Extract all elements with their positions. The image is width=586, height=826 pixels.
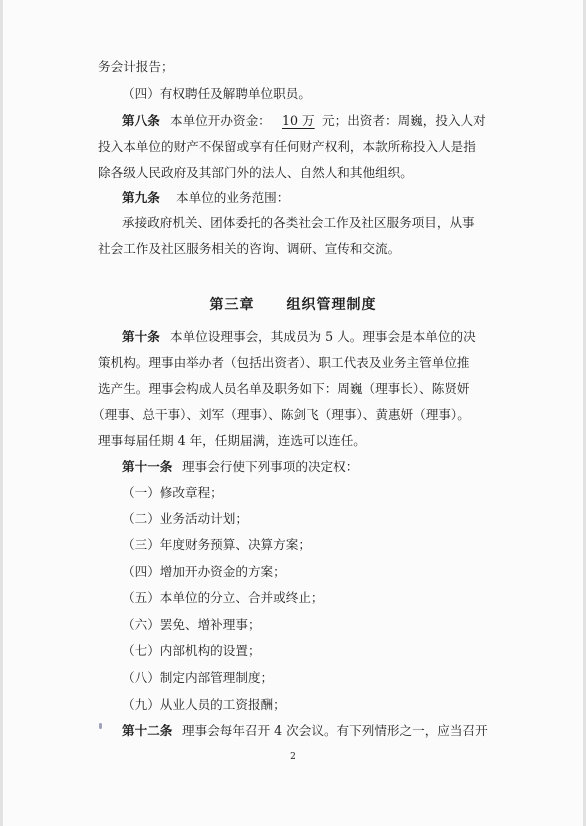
text-line (0, 58, 586, 76)
text-line (0, 380, 586, 398)
page-number: 2 (290, 752, 296, 762)
text-fragment: 选产生。理事会构成人员名单及职务如下：周巍（理事长）、陈贤妍 (98, 381, 470, 396)
text-fragment: 本单位的业务范围： (176, 190, 290, 205)
article-10-line (0, 328, 586, 346)
chapter-label: 第三章 (209, 297, 255, 313)
list-item (0, 563, 586, 581)
text-fragment: 理事每届任期 4 年，任期届满，连选可以连任。 (98, 433, 366, 448)
list-item (0, 484, 586, 502)
list-item-text: （三）年度财务预算、决算方案； (122, 537, 311, 552)
text-fragment: 社会工作及社区服务相关的咨询、调研、宣传和交流。 (98, 241, 401, 256)
list-item-text: （六）罢免、增补理事； (122, 617, 261, 632)
list-item-text: （二）业务活动计划； (122, 511, 248, 526)
chapter-heading (0, 294, 586, 314)
list-item (0, 510, 586, 528)
article-8-line (0, 112, 586, 130)
article-label: 第十二条 (122, 723, 173, 738)
list-item (0, 589, 586, 607)
text-line (0, 85, 586, 103)
article-label: 第十条 (122, 329, 160, 344)
list-item-text: （七）内部机构的设置； (122, 643, 261, 658)
text-fragment: 务会计报告； (98, 59, 174, 74)
list-item (0, 669, 586, 687)
text-line (0, 214, 586, 232)
list-item-text: （四）增加开办资金的方案； (122, 564, 286, 579)
list-item (0, 536, 586, 554)
text-fragment: 元；出资者：周巍，投入人对 (322, 113, 486, 128)
capital-amount: 10 万 (282, 113, 315, 128)
text-fragment: 理事会行使下列事项的决定权： (182, 459, 359, 474)
list-item-text: （九）从业人员的工资报酬； (122, 697, 286, 712)
list-item (0, 616, 586, 634)
article-label: 第十一条 (122, 459, 173, 474)
text-fragment: 投入本单位的财产不保留或享有任何财产权利，本款所称投入人是指 (98, 139, 476, 154)
list-item-text: （一）修改章程； (122, 485, 223, 500)
text-line (0, 164, 586, 182)
text-fragment: 策机构。理事由举办者（包括出资者）、职工代表及业务主管单位推 (98, 355, 470, 370)
text-line (0, 432, 586, 450)
article-12-line (0, 722, 586, 740)
text-fragment: 除各级人民政府及其部门外的法人、自然人和其他组织。 (98, 165, 413, 180)
text-line (0, 138, 586, 156)
text-line (0, 406, 586, 424)
text-fragment: 理事会每年召开 4 次会议。有下列情形之一，应当召开 (182, 723, 488, 738)
text-fragment: （理事、总干事）、刘军（理事）、陈剑飞（理事）、黄惠妍（理事）。 (92, 407, 470, 422)
chapter-title: 组织管理制度 (286, 297, 377, 313)
list-item (0, 696, 586, 714)
article-11-line (0, 458, 586, 476)
list-item-text: （八）制定内部管理制度； (122, 670, 274, 685)
list-item: （四）有权聘任及解聘单位职员。 (122, 86, 311, 101)
article-label: 第八条 (122, 113, 160, 128)
text-fragment: 承接政府机关、团体委托的各类社会工作及社区服务项目，从事 (122, 215, 475, 230)
text-fragment: 本单位开办资金： (170, 113, 271, 128)
article-label: 第九条 (122, 190, 160, 205)
list-item-text: （五）本单位的分立、合并或终止； (122, 590, 324, 605)
text-line (0, 354, 586, 372)
article-9-line (0, 189, 586, 207)
text-fragment: 本单位设理事会，其成员为 5 人。理事会是本单位的决 (170, 329, 476, 344)
list-item (0, 642, 586, 660)
text-line (0, 240, 586, 258)
